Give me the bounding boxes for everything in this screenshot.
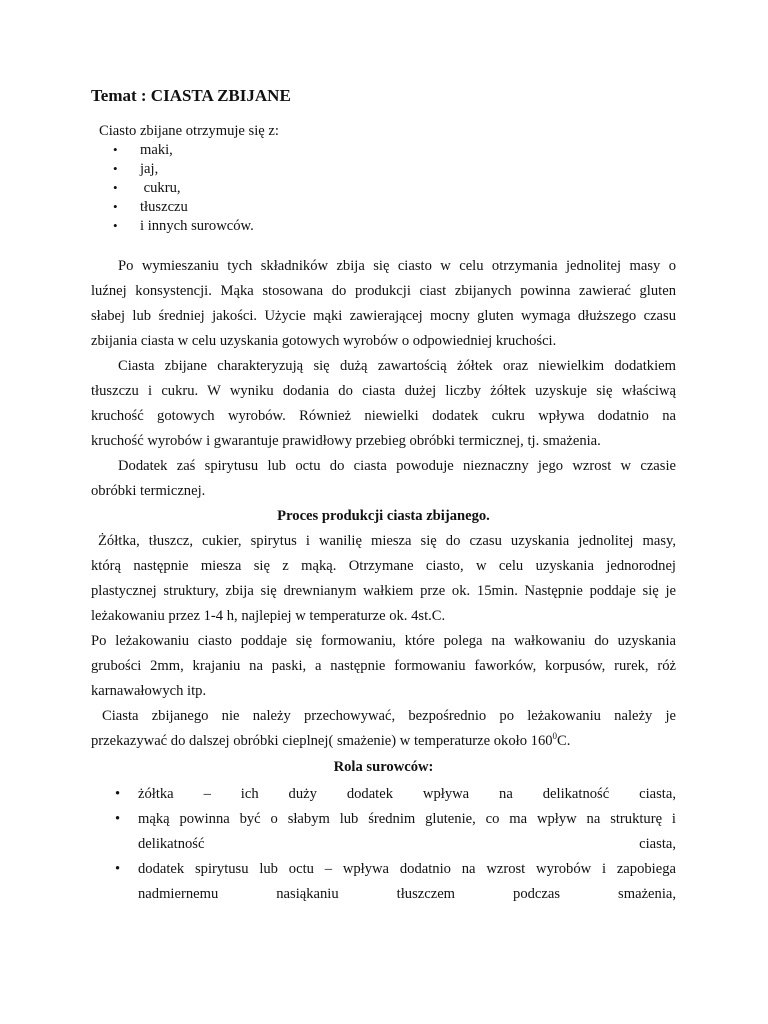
text-line: słabej lub średniej jakości. Użycie mąki zawierającej mocny gluten wymaga dłuższego czasu xyxy=(91,308,676,324)
text-line: plastycznej struktury, zbija się drewnianym wałkiem prze ok. 15min. Następnie poddaje się je xyxy=(91,583,676,599)
bullet-icon: • xyxy=(113,142,118,157)
intro-text: Ciasto zbijane otrzymuje się z: xyxy=(99,123,279,139)
text-line xyxy=(91,732,676,750)
text-line: tłuszczu i cukru. W wyniku dodania do ciasta dużej liczby żółtek uzyskuje się właściwą xyxy=(91,383,676,399)
bullet-icon: • xyxy=(113,161,118,176)
degree-superscript: 0 xyxy=(552,731,558,741)
bullet-icon: • xyxy=(115,861,121,877)
list-item-continuation: delikatność ciasta, xyxy=(138,836,676,852)
list-item-continuation: nadmiernemu nasiąkaniu tłuszczem podczas smażenia, xyxy=(138,886,676,902)
text-line: Dodatek zaś spirytusu lub octu do ciasta powoduje nieznaczny jego wzrost w czasie xyxy=(118,458,676,474)
list-item: jaj, xyxy=(140,161,159,177)
text-line: obróbki termicznej. xyxy=(91,483,206,499)
bullet-icon: • xyxy=(113,180,118,195)
text-fragment: C. xyxy=(557,733,571,749)
text-fragment: przekazywać do dalszej obróbki cieplnej( smażenie) w temperaturze około 160 xyxy=(91,733,553,749)
text-line: którą następnie miesza się z mąką. Otrzymane ciasto, w celu uzyskania jednorodnej xyxy=(91,558,676,574)
text-line: Po wymieszaniu tych składników zbija się ciasto w celu otrzymania jednolitej masy o xyxy=(118,258,676,274)
list-item: tłuszczu xyxy=(140,199,188,215)
text-line: Ciasta zbijanego nie należy przechowywać, bezpośrednio po leżakowaniu należy je xyxy=(102,708,676,724)
text-line: luźnej konsystencji. Mąka stosowana do produkcji ciast zbijanych powinna zawierać gluten xyxy=(91,283,676,299)
list-item: maki, xyxy=(140,142,173,158)
section-heading-process: Proces produkcji ciasta zbijanego. xyxy=(277,508,490,524)
bullet-icon: • xyxy=(115,811,121,827)
text-line: leżakowaniu przez 1-4 h, najlepiej w temperaturze ok. 4st.C. xyxy=(91,608,446,624)
list-item: i innych surowców. xyxy=(140,218,254,234)
text-line: Żółtka, tłuszcz, cukier, spirytus i wanilię miesza się do czasu uzyskania jednolitej masy, xyxy=(98,533,676,549)
list-item: żółtka – ich duży dodatek wpływa na delikatność ciasta, xyxy=(138,786,676,802)
text-line: Ciasta zbijane charakteryzują się dużą zawartością żółtek oraz niewielkim dodatkiem xyxy=(118,358,676,374)
text-line: grubości 2mm, krajaniu na paski, a następnie formowaniu faworków, korpusów, rurek, róż xyxy=(91,658,676,674)
bullet-icon: • xyxy=(113,218,118,233)
section-heading-roles: Rola surowców: xyxy=(333,759,434,775)
text-line: karnawałowych itp. xyxy=(91,683,207,699)
text-line: zbijania ciasta w celu uzyskania gotowych wyrobów o odpowiedniej kruchości. xyxy=(91,333,557,349)
bullet-icon: • xyxy=(113,199,118,214)
text-line: kruchość wyrobów i gwarantuje prawidłowy przebieg obróbki termicznej, tj. smażenia. xyxy=(91,433,601,449)
list-item: cukru, xyxy=(140,180,181,196)
list-item: dodatek spirytusu lub octu – wpływa dodatnio na wzrost wyrobów i zapobiega xyxy=(138,861,676,877)
list-item: mąką powinna być o słabym lub średnim glutenie, co ma wpływ na strukturę i xyxy=(138,811,676,827)
document-title: Temat : CIASTA ZBIJANE xyxy=(91,86,291,105)
text-line: kruchość gotowych wyrobów. Również niewielki dodatek cukru wpływa dodatnio na xyxy=(91,408,676,424)
bullet-icon: • xyxy=(115,786,121,802)
text-line: Po leżakowaniu ciasto poddaje się formowaniu, które polega na wałkowaniu do uzyskania xyxy=(91,633,676,649)
